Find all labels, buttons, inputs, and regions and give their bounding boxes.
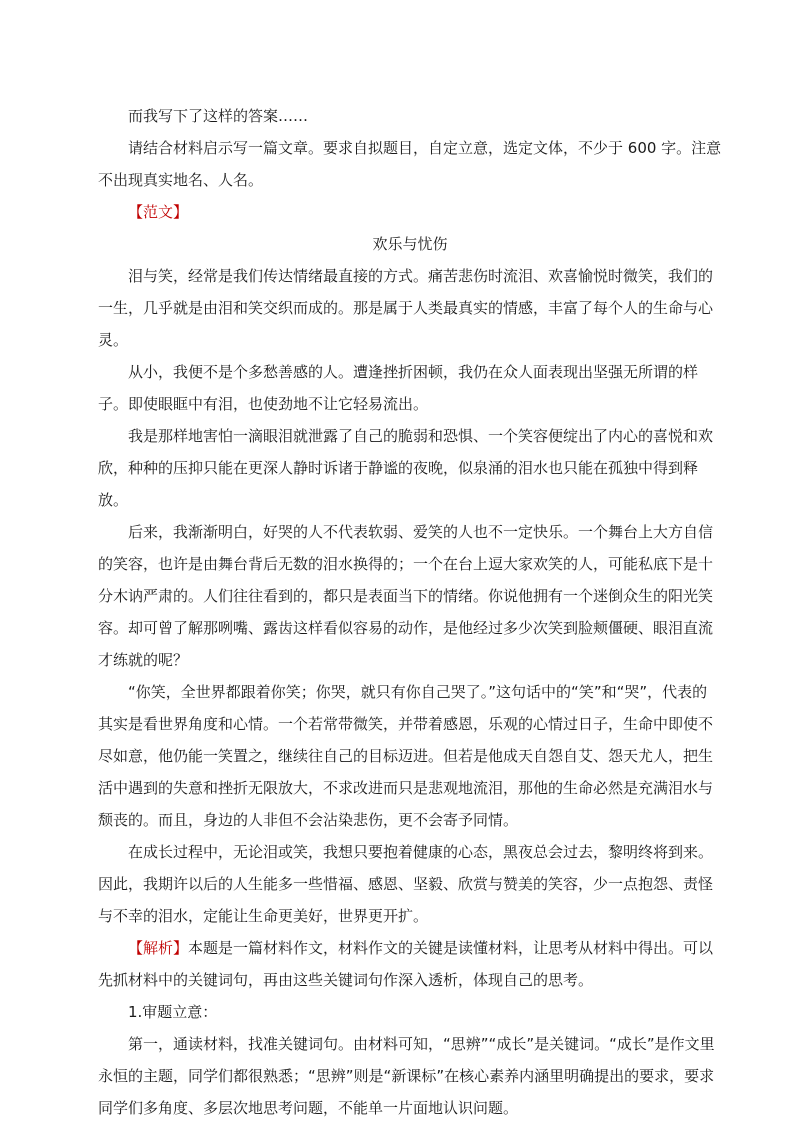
- essay-title: 欢乐与忧伤: [372, 235, 448, 253]
- analysis-paragraph: [98, 932, 722, 996]
- essay-paragraph: 在成长过程中，无论泪或笑，我想只要抱着健康的心态，黑夜总会过去，黎明终将到来。因此，我期许以后的人生能多一些惜福、感恩、坚毅、欣赏与赞美的笑容，少一点抱怨、责怪与不幸的泪水，定能让生命更美好，世界更开扩。: [98, 843, 714, 925]
- intro-line: 而我写下了这样的答案……: [128, 107, 309, 125]
- essay-paragraph: 后来，我渐渐明白，好哭的人不代表软弱、爱笑的人也不一定快乐。一个舞台上大方自信的笑容，也许是由舞台背后无数的泪水换得的；一个在台上逗大家欢笑的人，可能私底下是十分木讷严肃的。人们往往看到的，都只是表面当下的情绪。你说他拥有一个迷倒众生的阳光笑容。却可曾了解那咧嘴、露齿这样看似容易的动作，是他经过多少次笑到脸颊僵硬、眼泪直流才练就的呢？: [98, 523, 714, 669]
- essay-paragraph: “你笑，全世界都跟着你笑；你哭，就只有你自己哭了。”这句话中的“笑”和“哭”，代表的其实是看世界角度和心情。一个若常带微笑，并带着感恩，乐观的心情过日子，生命中即使不尽如意，他仍能一笑置之，继续往自己的目标迈进。但若是他成天自怨自艾、怨天尤人，把生活中遇到的失意和挫折无限放大，不求改进而只是悲观地流泪，那他的生命必然是充满泪水与颓丧的。而且，身边的人非但不会沾染悲伤，更不会寄予同情。: [98, 683, 714, 829]
- sample-essay-tag: 【范文】: [128, 203, 189, 221]
- essay-paragraph: 从小，我便不是个多愁善感的人。遭逢挫折困顿，我仍在众人面表现出坚强无所谓的样子。即使眼眶中有泪，也使劲地不让它轻易流出。: [98, 363, 699, 413]
- prompt-paragraph: 请结合材料启示写一篇文章。要求自拟题目，自定立意，选定文体，不少于 600 字。注意不出现真实地名、人名。: [98, 139, 722, 189]
- essay-paragraph: 我是那样地害怕一滴眼泪就泄露了自己的脆弱和恐惧、一个笑容便绽出了内心的喜悦和欢欣，种种的压抑只能在更深人静时诉诸于静谧的夜晚，似泉涌的泪水也只能在孤独中得到释放。: [98, 427, 714, 509]
- section-paragraph: 第一，通读材料，找准关键词句。由材料可知，“思辨”“成长”是关键词。“成长”是作文里永恒的主题，同学们都很熟悉；“思辨”则是“新课标”在核心素养内涵里明确提出的要求，要求同学们多角度、多层次地思考问题，不能单一片面地认识问题。: [98, 1035, 715, 1117]
- analysis-text: 本题是一篇材料作文，材料作文的关键是读懂材料，让思考从材料中得出。可以先抓材料中的关键词句，再由这些关键词句作深入透析，体现自己的思考。: [98, 939, 714, 989]
- analysis-tag: 【解析】: [128, 939, 189, 957]
- section-heading: 1.审题立意：: [128, 1003, 218, 1021]
- document-page: [98, 100, 722, 1124]
- essay-paragraph: 泪与笑，经常是我们传达情绪最直接的方式。痛苦悲伤时流泪、欢喜愉悦时微笑，我们的一生，几乎就是由泪和笑交织而成的。那是属于人类最真实的情感，丰富了每个人的生命与心灵。: [98, 267, 714, 349]
